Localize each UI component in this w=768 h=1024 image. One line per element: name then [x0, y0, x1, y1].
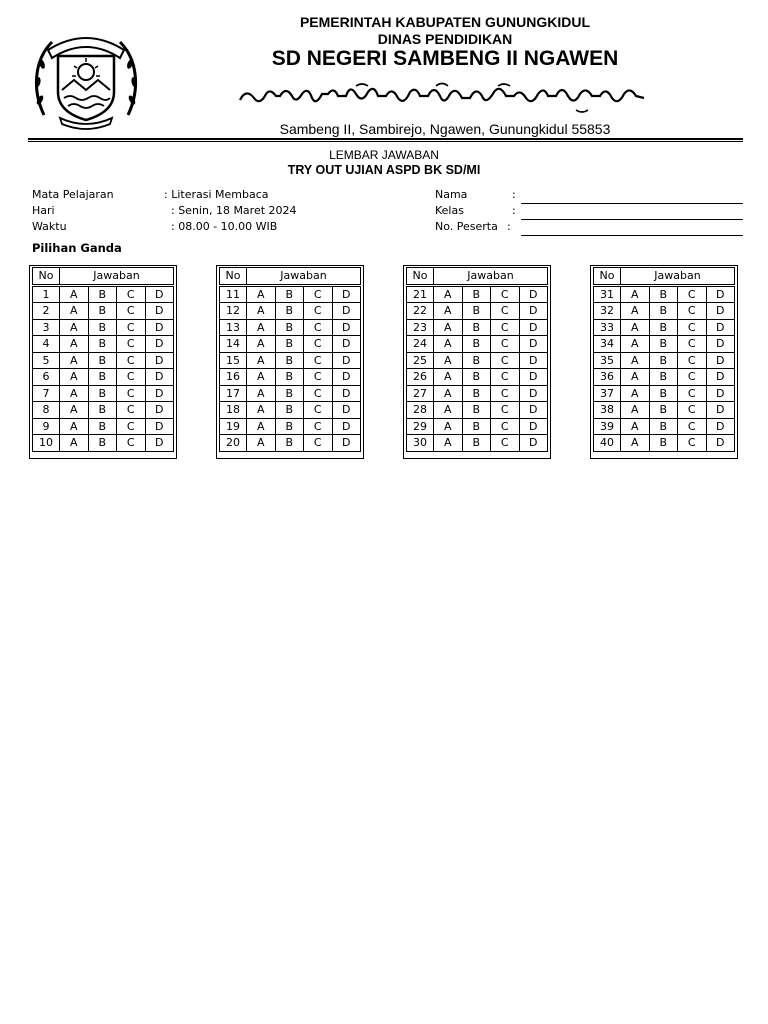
option-d-3[interactable]: D [145, 319, 174, 336]
answer-row-5 [33, 352, 174, 369]
answer-row-1 [33, 286, 174, 303]
answer-row-24 [407, 336, 548, 353]
option-c-36[interactable]: C [678, 369, 707, 386]
option-c-27[interactable]: C [491, 385, 520, 402]
option-a-2[interactable]: A [60, 303, 89, 320]
day-label: Hari [32, 204, 55, 217]
question-number: 4 [33, 336, 60, 353]
answer-table-4 [590, 265, 738, 459]
option-a-16[interactable]: A [247, 369, 276, 386]
option-b-3[interactable]: B [88, 319, 117, 336]
question-number: 24 [407, 336, 434, 353]
option-b-9[interactable]: B [88, 418, 117, 435]
option-c-2[interactable]: C [117, 303, 146, 320]
option-d-39[interactable]: D [706, 418, 735, 435]
option-b-22[interactable]: B [462, 303, 491, 320]
option-b-40[interactable]: B [649, 435, 678, 452]
answer-row-34 [594, 336, 735, 353]
option-a-34[interactable]: A [621, 336, 650, 353]
section-label: Pilihan Ganda [32, 241, 122, 255]
option-a-11[interactable]: A [247, 286, 276, 303]
table-header-row [594, 268, 735, 285]
option-c-9[interactable]: C [117, 418, 146, 435]
option-c-4[interactable]: C [117, 336, 146, 353]
answer-row-19 [220, 418, 361, 435]
option-c-12[interactable]: C [304, 303, 333, 320]
option-b-35[interactable]: B [649, 352, 678, 369]
answer-row-32 [594, 303, 735, 320]
option-d-28[interactable]: D [519, 402, 548, 419]
option-a-37[interactable]: A [621, 385, 650, 402]
option-b-17[interactable]: B [275, 385, 304, 402]
option-c-29[interactable]: C [491, 418, 520, 435]
answer-row-21 [407, 286, 548, 303]
school-name: SD NEGERI SAMBENG II NGAWEN [271, 47, 619, 70]
question-number: 27 [407, 385, 434, 402]
option-d-27[interactable]: D [519, 385, 548, 402]
option-c-5[interactable]: C [117, 352, 146, 369]
option-a-15[interactable]: A [247, 352, 276, 369]
option-b-24[interactable]: B [462, 336, 491, 353]
participant-colon: : [507, 220, 511, 233]
no-header: No [594, 268, 621, 285]
option-c-3[interactable]: C [117, 319, 146, 336]
option-c-19[interactable]: C [304, 418, 333, 435]
question-number: 40 [594, 435, 621, 452]
question-number: 9 [33, 418, 60, 435]
option-c-25[interactable]: C [491, 352, 520, 369]
question-number: 18 [220, 402, 247, 419]
answer-row-38 [594, 402, 735, 419]
option-c-33[interactable]: C [678, 319, 707, 336]
option-a-17[interactable]: A [247, 385, 276, 402]
option-b-36[interactable]: B [649, 369, 678, 386]
option-a-8[interactable]: A [60, 402, 89, 419]
option-d-11[interactable]: D [332, 286, 361, 303]
header-divider [28, 138, 743, 140]
option-c-21[interactable]: C [491, 286, 520, 303]
option-b-28[interactable]: B [462, 402, 491, 419]
question-number: 14 [220, 336, 247, 353]
school-address: Sambeng II, Sambirejo, Ngawen, Gunungkidul 55853 [279, 121, 611, 137]
question-number: 32 [594, 303, 621, 320]
option-c-24[interactable]: C [491, 336, 520, 353]
option-a-4[interactable]: A [60, 336, 89, 353]
no-header: No [220, 268, 247, 285]
option-d-22[interactable]: D [519, 303, 548, 320]
option-b-37[interactable]: B [649, 385, 678, 402]
option-d-38[interactable]: D [706, 402, 735, 419]
crest-icon [30, 20, 142, 130]
option-c-39[interactable]: C [678, 418, 707, 435]
option-d-33[interactable]: D [706, 319, 735, 336]
option-a-39[interactable]: A [621, 418, 650, 435]
time-label: Waktu [32, 220, 67, 233]
option-a-28[interactable]: A [434, 402, 463, 419]
answer-row-36 [594, 369, 735, 386]
option-d-13[interactable]: D [332, 319, 361, 336]
option-c-26[interactable]: C [491, 369, 520, 386]
answer-row-14 [220, 336, 361, 353]
option-d-31[interactable]: D [706, 286, 735, 303]
question-number: 13 [220, 319, 247, 336]
question-number: 25 [407, 352, 434, 369]
option-a-10[interactable]: A [60, 435, 89, 452]
option-d-29[interactable]: D [519, 418, 548, 435]
question-number: 22 [407, 303, 434, 320]
option-a-23[interactable]: A [434, 319, 463, 336]
answer-row-30 [407, 435, 548, 452]
header-divider-thin [28, 141, 743, 142]
participant-field[interactable] [521, 235, 743, 236]
question-number: 17 [220, 385, 247, 402]
option-d-25[interactable]: D [519, 352, 548, 369]
option-c-14[interactable]: C [304, 336, 333, 353]
option-a-1[interactable]: A [60, 286, 89, 303]
option-b-27[interactable]: B [462, 385, 491, 402]
question-number: 7 [33, 385, 60, 402]
option-d-4[interactable]: D [145, 336, 174, 353]
option-a-38[interactable]: A [621, 402, 650, 419]
answer-row-35 [594, 352, 735, 369]
option-b-14[interactable]: B [275, 336, 304, 353]
option-d-34[interactable]: D [706, 336, 735, 353]
answer-row-28 [407, 402, 548, 419]
option-c-31[interactable]: C [678, 286, 707, 303]
option-a-5[interactable]: A [60, 352, 89, 369]
option-a-22[interactable]: A [434, 303, 463, 320]
option-b-32[interactable]: B [649, 303, 678, 320]
option-c-22[interactable]: C [491, 303, 520, 320]
option-d-24[interactable]: D [519, 336, 548, 353]
name-label: Nama [435, 188, 468, 201]
answer-row-31 [594, 286, 735, 303]
option-d-40[interactable]: D [706, 435, 735, 452]
option-d-23[interactable]: D [519, 319, 548, 336]
question-number: 10 [33, 435, 60, 452]
option-d-21[interactable]: D [519, 286, 548, 303]
option-d-2[interactable]: D [145, 303, 174, 320]
answer-header: Jawaban [434, 268, 548, 285]
option-d-35[interactable]: D [706, 352, 735, 369]
answer-row-26 [407, 369, 548, 386]
option-b-13[interactable]: B [275, 319, 304, 336]
option-d-14[interactable]: D [332, 336, 361, 353]
option-b-38[interactable]: B [649, 402, 678, 419]
option-b-21[interactable]: B [462, 286, 491, 303]
table-header-row [220, 268, 361, 285]
option-a-14[interactable]: A [247, 336, 276, 353]
option-d-1[interactable]: D [145, 286, 174, 303]
question-number: 31 [594, 286, 621, 303]
answer-row-37 [594, 385, 735, 402]
question-number: 15 [220, 352, 247, 369]
option-d-10[interactable]: D [145, 435, 174, 452]
option-a-7[interactable]: A [60, 385, 89, 402]
subject-label: Mata Pelajaran [32, 188, 114, 201]
option-d-12[interactable]: D [332, 303, 361, 320]
option-a-9[interactable]: A [60, 418, 89, 435]
question-number: 19 [220, 418, 247, 435]
answer-row-15 [220, 352, 361, 369]
option-c-16[interactable]: C [304, 369, 333, 386]
option-c-15[interactable]: C [304, 352, 333, 369]
option-d-18[interactable]: D [332, 402, 361, 419]
option-b-30[interactable]: B [462, 435, 491, 452]
option-c-23[interactable]: C [491, 319, 520, 336]
option-a-29[interactable]: A [434, 418, 463, 435]
option-a-20[interactable]: A [247, 435, 276, 452]
no-header: No [33, 268, 60, 285]
answer-row-17 [220, 385, 361, 402]
no-header: No [407, 268, 434, 285]
option-a-40[interactable]: A [621, 435, 650, 452]
option-d-32[interactable]: D [706, 303, 735, 320]
option-c-6[interactable]: C [117, 369, 146, 386]
option-b-7[interactable]: B [88, 385, 117, 402]
participant-label: No. Peserta [435, 220, 498, 233]
question-number: 3 [33, 319, 60, 336]
option-c-7[interactable]: C [117, 385, 146, 402]
answer-header: Jawaban [247, 268, 361, 285]
option-d-8[interactable]: D [145, 402, 174, 419]
option-a-35[interactable]: A [621, 352, 650, 369]
option-b-12[interactable]: B [275, 303, 304, 320]
option-c-28[interactable]: C [491, 402, 520, 419]
option-a-26[interactable]: A [434, 369, 463, 386]
option-c-8[interactable]: C [117, 402, 146, 419]
option-a-21[interactable]: A [434, 286, 463, 303]
question-number: 37 [594, 385, 621, 402]
option-b-6[interactable]: B [88, 369, 117, 386]
time-value: : 08.00 - 10.00 WIB [171, 220, 278, 233]
option-b-25[interactable]: B [462, 352, 491, 369]
question-number: 6 [33, 369, 60, 386]
option-d-36[interactable]: D [706, 369, 735, 386]
option-a-30[interactable]: A [434, 435, 463, 452]
option-a-32[interactable]: A [621, 303, 650, 320]
answer-row-16 [220, 369, 361, 386]
option-d-15[interactable]: D [332, 352, 361, 369]
question-number: 11 [220, 286, 247, 303]
question-number: 34 [594, 336, 621, 353]
answer-row-25 [407, 352, 548, 369]
option-b-15[interactable]: B [275, 352, 304, 369]
option-c-35[interactable]: C [678, 352, 707, 369]
answer-row-9 [33, 418, 174, 435]
answer-row-40 [594, 435, 735, 452]
option-b-10[interactable]: B [88, 435, 117, 452]
option-a-3[interactable]: A [60, 319, 89, 336]
question-number: 33 [594, 319, 621, 336]
question-number: 1 [33, 286, 60, 303]
option-d-37[interactable]: D [706, 385, 735, 402]
class-field[interactable] [521, 219, 743, 220]
option-b-16[interactable]: B [275, 369, 304, 386]
option-b-34[interactable]: B [649, 336, 678, 353]
subject-value: : Literasi Membaca [164, 188, 269, 201]
question-number: 39 [594, 418, 621, 435]
question-number: 21 [407, 286, 434, 303]
option-c-17[interactable]: C [304, 385, 333, 402]
option-b-11[interactable]: B [275, 286, 304, 303]
option-d-16[interactable]: D [332, 369, 361, 386]
answer-table-3 [403, 265, 551, 459]
answer-row-13 [220, 319, 361, 336]
option-d-20[interactable]: D [332, 435, 361, 452]
question-number: 36 [594, 369, 621, 386]
option-a-25[interactable]: A [434, 352, 463, 369]
answer-header: Jawaban [621, 268, 735, 285]
answer-row-20 [220, 435, 361, 452]
option-d-5[interactable]: D [145, 352, 174, 369]
table-header-row [407, 268, 548, 285]
option-a-12[interactable]: A [247, 303, 276, 320]
option-c-34[interactable]: C [678, 336, 707, 353]
question-number: 35 [594, 352, 621, 369]
question-number: 8 [33, 402, 60, 419]
option-a-36[interactable]: A [621, 369, 650, 386]
answer-row-33 [594, 319, 735, 336]
answer-row-29 [407, 418, 548, 435]
class-label: Kelas [435, 204, 464, 217]
javanese-script-name [236, 80, 648, 114]
answer-row-12 [220, 303, 361, 320]
option-a-33[interactable]: A [621, 319, 650, 336]
answer-row-2 [33, 303, 174, 320]
option-d-19[interactable]: D [332, 418, 361, 435]
option-d-9[interactable]: D [145, 418, 174, 435]
option-d-6[interactable]: D [145, 369, 174, 386]
option-b-20[interactable]: B [275, 435, 304, 452]
question-number: 28 [407, 402, 434, 419]
option-b-5[interactable]: B [88, 352, 117, 369]
option-b-2[interactable]: B [88, 303, 117, 320]
question-number: 23 [407, 319, 434, 336]
question-number: 26 [407, 369, 434, 386]
option-c-11[interactable]: C [304, 286, 333, 303]
day-value: : Senin, 18 Maret 2024 [171, 204, 297, 217]
sheet-title: LEMBAR JAWABAN [329, 148, 439, 162]
question-number: 16 [220, 369, 247, 386]
option-c-1[interactable]: C [117, 286, 146, 303]
class-colon: : [512, 204, 516, 217]
answer-table-1 [29, 265, 177, 459]
option-a-24[interactable]: A [434, 336, 463, 353]
option-d-30[interactable]: D [519, 435, 548, 452]
option-c-38[interactable]: C [678, 402, 707, 419]
option-a-18[interactable]: A [247, 402, 276, 419]
option-b-31[interactable]: B [649, 286, 678, 303]
option-c-37[interactable]: C [678, 385, 707, 402]
option-c-30[interactable]: C [491, 435, 520, 452]
option-b-18[interactable]: B [275, 402, 304, 419]
question-number: 2 [33, 303, 60, 320]
answer-row-10 [33, 435, 174, 452]
name-field[interactable] [521, 203, 743, 204]
answer-row-23 [407, 319, 548, 336]
school-logo [30, 20, 142, 130]
government-name: PEMERINTAH KABUPATEN GUNUNGKIDUL [299, 14, 591, 30]
option-c-32[interactable]: C [678, 303, 707, 320]
option-b-1[interactable]: B [88, 286, 117, 303]
option-b-29[interactable]: B [462, 418, 491, 435]
option-b-26[interactable]: B [462, 369, 491, 386]
question-number: 20 [220, 435, 247, 452]
question-number: 38 [594, 402, 621, 419]
option-d-17[interactable]: D [332, 385, 361, 402]
option-b-8[interactable]: B [88, 402, 117, 419]
answer-row-39 [594, 418, 735, 435]
department-name: DINAS PENDIDIKAN [377, 31, 513, 47]
option-b-23[interactable]: B [462, 319, 491, 336]
answer-row-6 [33, 369, 174, 386]
answer-row-4 [33, 336, 174, 353]
question-number: 12 [220, 303, 247, 320]
answer-row-3 [33, 319, 174, 336]
answer-table-2 [216, 265, 364, 459]
exam-title: TRY OUT UJIAN ASPD BK SD/MI [287, 163, 481, 177]
question-number: 30 [407, 435, 434, 452]
option-b-4[interactable]: B [88, 336, 117, 353]
option-b-39[interactable]: B [649, 418, 678, 435]
answer-row-8 [33, 402, 174, 419]
answer-row-18 [220, 402, 361, 419]
option-a-6[interactable]: A [60, 369, 89, 386]
option-c-18[interactable]: C [304, 402, 333, 419]
answer-row-7 [33, 385, 174, 402]
question-number: 29 [407, 418, 434, 435]
option-b-33[interactable]: B [649, 319, 678, 336]
option-a-27[interactable]: A [434, 385, 463, 402]
table-header-row [33, 268, 174, 285]
option-d-7[interactable]: D [145, 385, 174, 402]
question-number: 5 [33, 352, 60, 369]
answer-row-22 [407, 303, 548, 320]
option-b-19[interactable]: B [275, 418, 304, 435]
answer-row-27 [407, 385, 548, 402]
option-d-26[interactable]: D [519, 369, 548, 386]
option-a-13[interactable]: A [247, 319, 276, 336]
name-colon: : [512, 188, 516, 201]
option-c-10[interactable]: C [117, 435, 146, 452]
option-a-31[interactable]: A [621, 286, 650, 303]
option-c-13[interactable]: C [304, 319, 333, 336]
option-c-20[interactable]: C [304, 435, 333, 452]
answer-header: Jawaban [60, 268, 174, 285]
option-c-40[interactable]: C [678, 435, 707, 452]
option-a-19[interactable]: A [247, 418, 276, 435]
answer-row-11 [220, 286, 361, 303]
